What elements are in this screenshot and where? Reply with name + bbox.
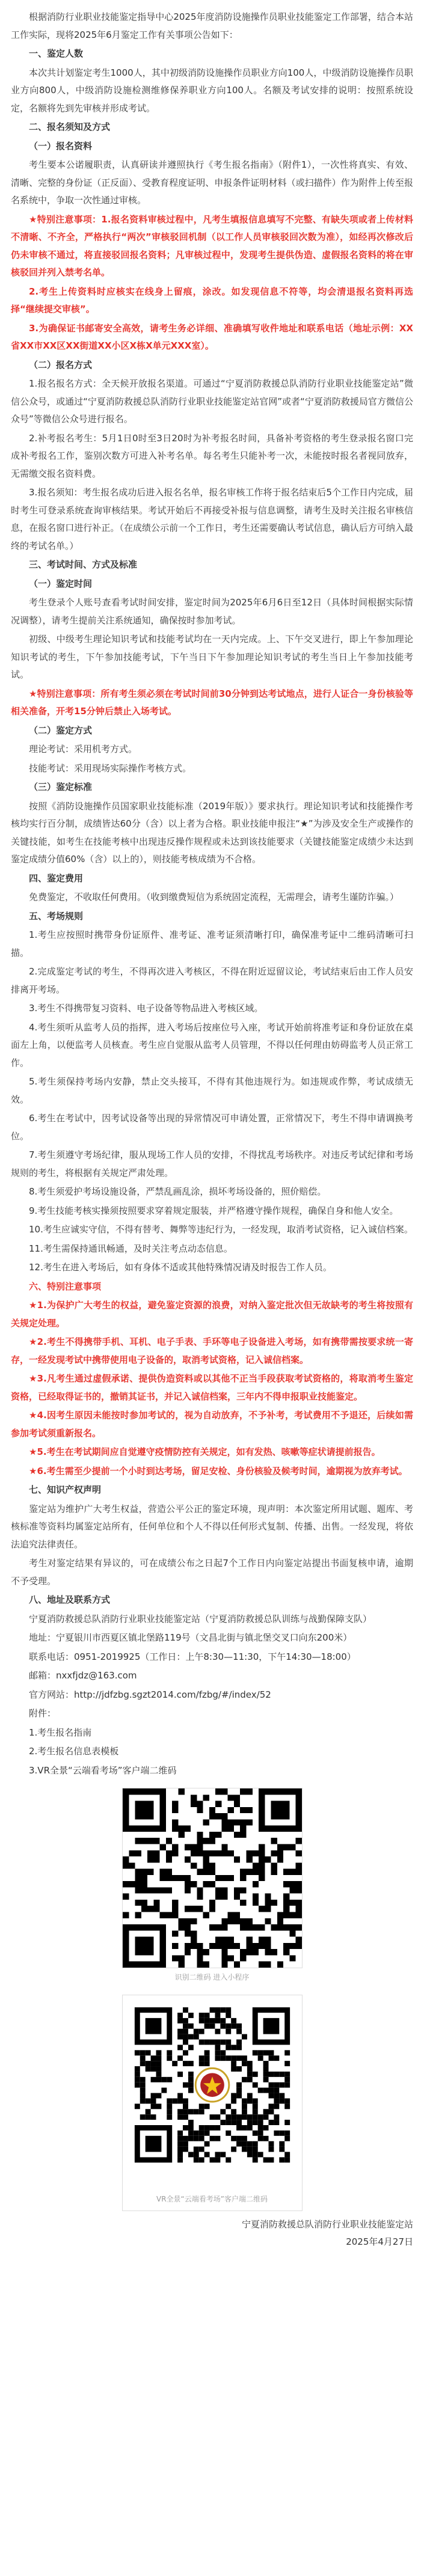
section-5-p11: 11.考生需保持通讯畅通，及时关注考点动态信息。	[29, 1243, 233, 1254]
section-8-phone: 联系电话：0951-2019925（工作日：上午8:30—11:30，下午14:30—18:00）	[29, 1651, 356, 1662]
section-3-sub2: （二）鉴定方式	[29, 724, 93, 736]
section-5-p8: 8.考生须爱护考场设施设备，严禁乱画乱涂，损坏考场设备的，照价赔偿。	[29, 1186, 327, 1197]
section-6-r5: ★5.考生在考试期间应自觉遵守疫情防控有关规定，如有发热、咳嗽等症状请提前报告。	[29, 1446, 381, 1457]
mini-program-qr-code[interactable]	[122, 1788, 303, 1968]
section-5-p2: 2.完成鉴定考试的考生，不得再次进入考核区，不得在附近逗留议论，考试结束后由工作人员安排离开考场。	[11, 966, 413, 995]
section-3-p1: 考生登录个人账号查看考试时间安排，鉴定时间为2025年6月6日至12日（具体时间根据实际情况调整），请考生提前关注系统通知，确保按时参加考试。	[11, 597, 413, 626]
section-5-p7: 7.考生须遵守考场纪律，服从现场工作人员的安排，不得扰乱考场秩序。对违反考试纪律和考场规则的考生，将根据有关规定严肃处理。	[11, 1149, 413, 1178]
qr-code-block-1	[11, 1788, 413, 1984]
section-3-sub3: （三）鉴定标准	[29, 782, 93, 792]
section-6-title: 六、特别注意事项	[29, 1280, 102, 1292]
section-2-red1: ★特别注意事项：1.报名资料审核过程中，凡考生填报信息填写不完整、有缺失项或者上传材料不清晰、不齐全，严格执行“两次”审核驳回机制（以工作人员审核驳回次数为准），如经再次修改后仍未审核不通过，将直接驳回报名资料；凡审核过程中，发现考生提供伪造、虚假报名资料的将在审核驳回并列入禁考名单。	[11, 213, 413, 278]
section-2-sub2: （二）报名方式	[29, 359, 93, 370]
section-8-website[interactable]: 官方网站：http://jdfzbg.sgzt2014.com/fzbg/#/index/52	[29, 1689, 271, 1700]
section-2-p2: 1.报名报名方式：全天候开放报名渠道。可通过“宁夏消防救援总队消防行业职业技能鉴定站”微信公众号，或通过“宁夏消防救援总队消防行业职业技能鉴定站官网”或者“宁夏消防救援局官方微信公众号”等微信公众号进行报名。	[11, 378, 413, 424]
section-2-p1: 考生要本公诺履职责，认真研读并遵照执行《考生报名指南》（附件1），一次性将真实、有效、清晰、完整的身份证（正反面）、受教育程度证明、申报条件证明材料（或扫描件）作为附件上传至报名系统中，争取一次性通过审核。	[11, 159, 413, 206]
section-5-p3: 3.考生不得携带复习资料、电子设备等物品进入考核区域。	[29, 1003, 263, 1014]
qr-code-2-caption: VR全景“云端看考场”客户端二维码	[156, 2195, 268, 2203]
section-8-email[interactable]: 邮箱：nxxfjdz@163.com	[29, 1670, 137, 1681]
signoff-date: 2025年4月27日	[346, 2236, 413, 2247]
section-2-p3: 2.补考报名考生：5月1日0时至3日20时为补考报名时间，具备补考资格的考生登录报名窗口完成补考报名工作，鉴别次数方可进入补考名单。每名考生只能补考一次，未能按时报名者视同放弃，无需缴交报名资料费。	[11, 432, 413, 479]
section-5-p6: 6.考生在考试中，因考试设备等出现的异常情况可申请处置，正常情况下，考生不得申请调换考位。	[11, 1113, 413, 1142]
section-5-p9: 9.考生技能考核实操须按照要求穿着规定服装，并严格遵守操作规程，确保自身和他人安全。	[29, 1205, 399, 1216]
section-3-p2: 初级、中级考生理论知识考试和技能考试均在一天内完成。上、下午交叉进行，即上午参加理论知识考试的考生，下午参加技能考试，下午当日下午参加理论知识考试的考生当日上午参加技能考试。	[11, 634, 413, 680]
section-3-p4: 技能考试：采用现场实际操作考核方式。	[29, 762, 192, 774]
vr-client-qr-block	[122, 1995, 303, 2211]
section-6-r6: ★6.考生需至少提前一个小时到达考场，留足安检、身份核验及候考时间，逾期视为放弃考试。	[29, 1465, 408, 1476]
section-5-p5: 5.考生须保持考场内安静，禁止交头接耳，不得有其他违规行为。如违规或作弊，考试成绩无效。	[11, 1076, 413, 1105]
section-5-p12: 12.考生在进入考场后，如有身体不适或其他特殊情况请及时报告工作人员。	[29, 1262, 332, 1273]
section-5-p4: 4.考生须听从监考人员的指挥，进入考场后按座位号入座，考试开始前将准考证和身份证放在桌面左上角，以便监考人员核查。考生应自觉服从监考人员管理，不得以任何理由妨碍监考人员正常工作。	[11, 1021, 413, 1068]
section-6-r2: ★2.考生不得携带手机、耳机、电子手表、手环等电子设备进入考场，如有携带需按要求统一寄存，一经发现考试中携带使用电子设备的，取消考试资格，记入诚信档案。	[11, 1336, 413, 1365]
section-3-red1: ★特别注意事项：所有考生须必须在考试时间前30分钟到达考试地点，进行人证合一身份核验等相关准备，开考15分钟后禁止入场考试。	[11, 688, 413, 717]
attachments-title: 附件：	[29, 1708, 57, 1719]
section-2-red3: 3.为确保证书邮寄安全高效，请考生务必详细、准确填写收件地址和联系电话（地址示例：XX省XX市XX区XX街道XX小区X栋X单元XXX室）。	[11, 322, 413, 351]
intro-paragraph: 根据消防行业职业技能鉴定指导中心2025年度消防设施操作员职业技能鉴定工作部署，结合本站工作实际，现将2025年6月鉴定工作有关事项公告如下：	[11, 11, 413, 40]
section-3-sub1: （一）鉴定时间	[29, 578, 93, 589]
attachment-1[interactable]: 1.考生报名指南	[29, 1727, 92, 1738]
section-8-title: 八、地址及联系方式	[29, 1594, 111, 1605]
signoff-block	[11, 2216, 413, 2251]
section-6-r4: ★4.因考生原因未能按时参加考试的，视为自动放弃，不予补考，考试费用不予退还，后续如需参加考试须重新报名。	[11, 1410, 413, 1439]
attachment-2[interactable]: 2.考生报名信息表模板	[29, 1746, 119, 1757]
section-8-address: 地址：宁夏银川市西夏区镇北堡路119号（文昌北街与镇北堡交叉口向东200米）	[29, 1632, 352, 1643]
qr-code-1-caption: 识别二维码 进入小程序	[174, 1973, 250, 1981]
section-5-p1: 1.考生应按照时携带身份证原件、准考证、准考证须清晰打印，确保准考证中二维码清晰可扫描。	[11, 929, 413, 958]
section-7-p2: 考生对鉴定结果有异议的，可在成绩公布之日起7个工作日内向鉴定站提出书面复核申请，逾期不予受理。	[11, 1558, 413, 1586]
section-3-p3: 理论考试：采用机考方式。	[29, 744, 138, 754]
section-7-p1: 鉴定站为维护广大考生权益，营造公平公正的鉴定环境，现声明：本次鉴定所用试题、题库、考核标准等资料均属鉴定站所有，任何单位和个人不得以任何形式复制、传播、出售。一经发现，将依法追究法律责任。	[11, 1503, 413, 1550]
section-3-p5: 按照《消防设施操作员国家职业技能标准（2019年版）》要求执行。理论知识考试和技能操作考核均实行百分制，成绩皆达60分（含）以上者为合格。职业技能申报注“★”为涉及安全生产或操作的关键技能，如考生在技能考核中出现违反操作规程或未达到该技能要求（关键技能鉴定成绩少未达到鉴定成绩分值60%（含）以上的），则技能考核成绩为不合格。	[11, 800, 413, 864]
section-6-r1: ★1.为保护广大考生的权益，避免鉴定资源的浪费，对纳入鉴定批次但无故缺考的考生将按照有关规定处理。	[11, 1300, 413, 1329]
section-5-p10: 10.考生应诚实守信，不得有替考、舞弊等违纪行为，一经发现，取消考试资格，记入诚信档案。	[29, 1224, 413, 1235]
section-8-org: 宁夏消防救援总队消防行业职业技能鉴定站（宁夏消防救援总队训练与战勤保障支队）	[29, 1613, 372, 1624]
signoff-organization: 宁夏消防救援总队消防行业职业技能鉴定站	[241, 2219, 413, 2230]
section-7-title: 七、知识产权声明	[29, 1484, 102, 1495]
section-2-title: 二、报名须知及方式	[29, 121, 111, 132]
section-3-title: 三、考试时间、方式及标准	[29, 559, 138, 570]
section-6-r3: ★3.凡考生通过虚假承诺、提供伪造资料或以其他不正当手段获取考试资格的，将取消考生鉴定资格，已经取得证书的，撤销其证书，并记入诚信档案，三年内不得申报职业技能鉴定。	[11, 1373, 413, 1402]
section-2-red2: 2.考生上传资料时应核实在线身上留痕，涂改。如发现信息不符等，均会清退报名资料再选择“继续提交审核”。	[11, 286, 413, 314]
section-4-title: 四、鉴定费用	[29, 872, 84, 884]
section-2-sub1: （一）报名资料	[29, 140, 93, 151]
section-2-p4: 3.报名须知：考生报名成功后进入报名名单，报名审核工作将于报名结束后5个工作日内完成，届时考生可登录系统查询审核结果。考试开始后不再接受补报与信息调整，请考生及时关注报名审核信息，在报名窗口进行补正。（在成绩公示前一个工作日，考生还需要确认考试信息，确认后方可纳入最终的考试名单。）	[11, 487, 413, 551]
section-4-p1: 免费鉴定，不收取任何费用。（收到缴费短信为系统固定流程，无需理会，请考生谨防诈骗。）	[29, 892, 399, 902]
section-1-title: 一、鉴定人数	[29, 48, 84, 59]
section-5-title: 五、考场规则	[29, 910, 84, 922]
section-1-body: 本次共计划鉴定考生1000人，其中初级消防设施操作员职业方向100人，中级消防设施操作员职业方向800人，中级消防设施检测维修保养职业方向100人。名额及考试安排的说明：按照系统设定，名额将先到先审核并形成考试。	[11, 67, 413, 114]
attachment-3[interactable]: 3.VR全景“云端看考场”客户端二维码	[29, 1764, 177, 1776]
